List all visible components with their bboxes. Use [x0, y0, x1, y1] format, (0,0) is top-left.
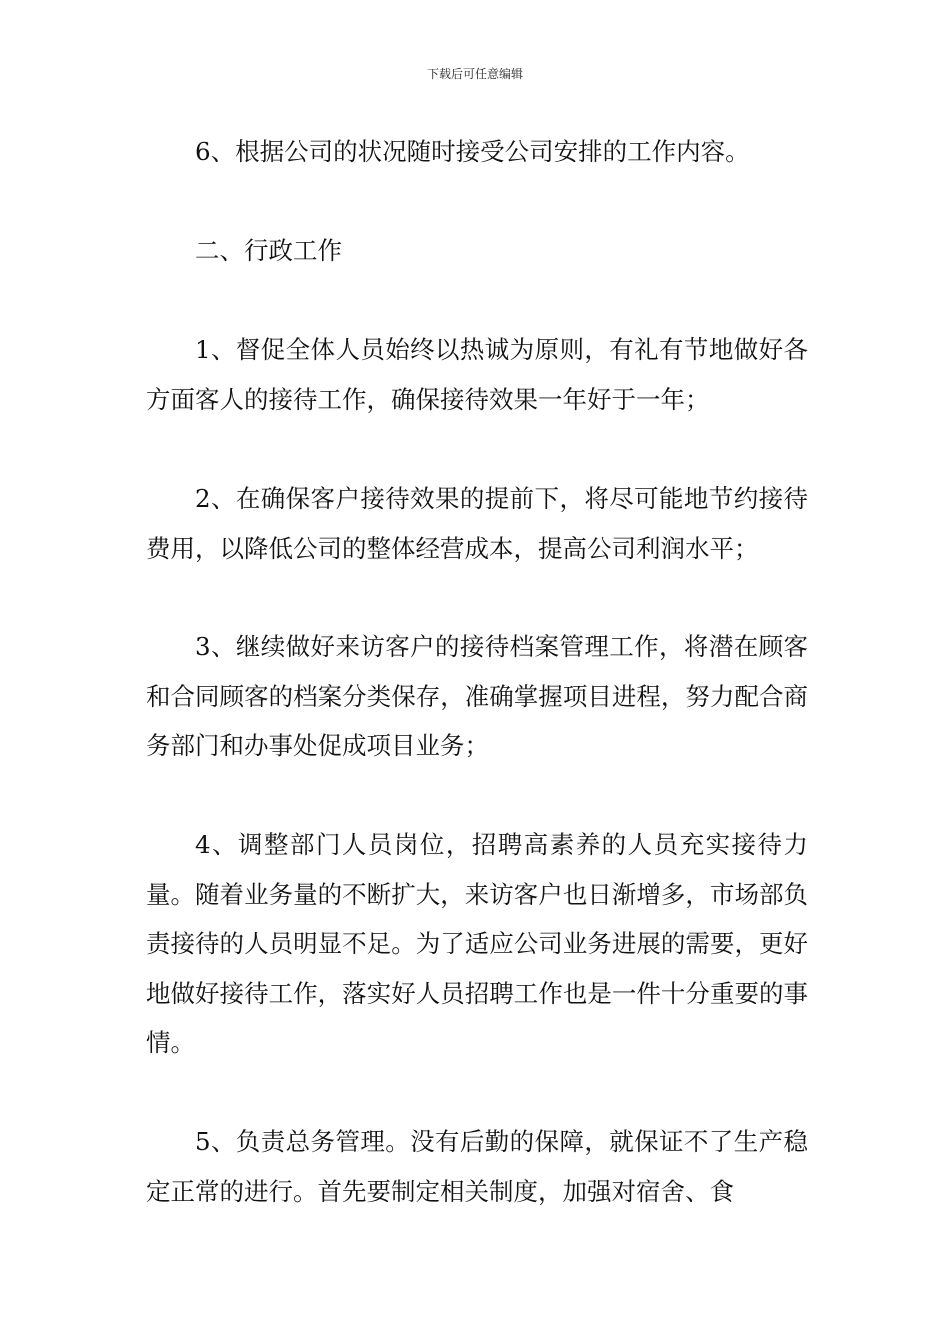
paragraph-item-4: 4、调整部门人员岗位，招聘高素养的人员充实接待力量。随着业务量的不断扩大，来访客户也日渐增多，市场部负责接待的人员明显不足。为了适应公司业务进展的需要，更好地做好接待工作，落实好人员招聘工作也是一件十分重要的事情。 — [146, 830, 808, 1057]
section-heading-administration: 二、行政工作 — [195, 236, 342, 265]
paragraph-item-6: 6、根据公司的状况随时接受公司安排的工作内容。 — [195, 137, 750, 166]
paragraph-item-5: 5、负责总务管理。没有后勤的保障，就保证不了生产稳定正常的进行。首先要制定相关制度，加强对宿舍、食 — [146, 1127, 808, 1206]
paragraph-item-2: 2、在确保客户接待效果的提前下，将尽可能地节约接待费用，以降低公司的整体经营成本，提高公司利润水平； — [146, 484, 808, 563]
paragraph-item-1: 1、督促全体人员始终以热诚为原则，有礼有节地做好各方面客人的接待工作，确保接待效果一年好于一年； — [146, 335, 808, 414]
paragraph-item-3: 3、继续做好来访客户的接待档案管理工作，将潜在顾客和合同顾客的档案分类保存，准确掌握项目进程，努力配合商务部门和办事处促成项目业务； — [146, 632, 808, 760]
page-header: 下载后可任意编辑 — [426, 67, 523, 81]
